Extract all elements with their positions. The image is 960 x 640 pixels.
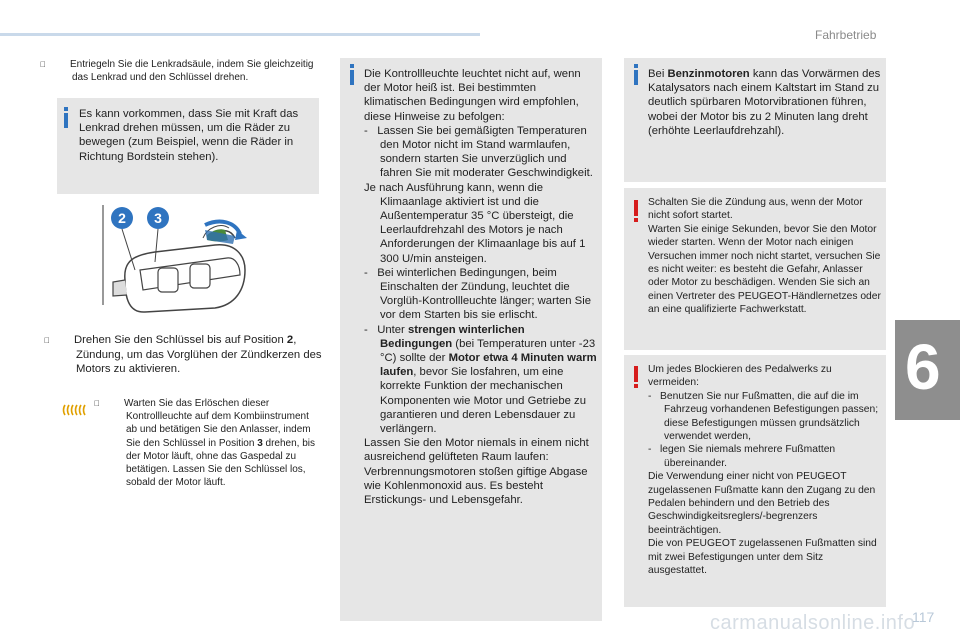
watermark: carmanualsonline.info <box>710 612 916 634</box>
warning-icon <box>634 366 638 382</box>
list-item: - Lassen Sie bei gemäßigten Temperaturen den Motor nicht im Stand warmlaufen, sondern starten Sie unverzüglich und fahren Sie mit moderater Geschwindigkeit. <box>364 124 593 180</box>
position-2-label: 2 <box>118 210 126 226</box>
warning-pedals-text <box>648 363 882 578</box>
bullet-icon <box>60 334 74 348</box>
section-title: Fahrbetrieb <box>815 28 877 42</box>
page-number: 117 <box>912 609 935 625</box>
warning-start-text: Schalten Sie die Zündung aus, wenn der Motor nicht sofort startet. Warten Sie einige Sekunden, bevor Sie den Motor wieder starten. Wenn der Motor nach einigen Versuchen immer noch nicht startet, versuchen Sie es nicht weiter: es besteht die Gefahr, Anlasser oder Motor zu beschädigen. Wenden Sie sich an einen Vertreter des PEUGEOT-Händlernetzes oder an eine qualifizierte Fachwerkstatt. <box>648 197 881 316</box>
bullet-turn-key: Drehen Sie den Schlüssel bis auf Position 2, Zündung, um das Vorglühen der Zündkerzen des Motors zu aktivieren. <box>60 333 325 377</box>
bullet-icon <box>110 397 124 410</box>
ignition-key-illustration <box>95 200 265 320</box>
glow-plug-note: Warten Sie das Erlöschen dieser Kontrollleuchte auf dem Kombiinstrument ab und betätigen Sie den Anlasser, indem Sie den Schlüssel in Position 3 drehen, bis der Motor läuft, ohne das Gaspedal zu betätigen. Lassen Sie den Schlüssel los, sobald der Motor läuft. <box>110 397 322 489</box>
list-item: - Benutzen Sie nur Fußmatten, die auf die im Fahrzeug vorhandenen Befestigungen passen; diese Befestigungen müssen grundsätzlich verwendet werden, <box>648 390 879 443</box>
list-item: - Unter strengen winterlichen Bedingungen (bei Temperaturen unter -23 °C) sollte der Motor etwa 4 Minuten warm laufen, bevor Sie losfahren, um eine korrekte Funktion der mechanischen Komponenten wie Motor und Getriebe zu garantieren und deren Lebensdauer zu verlängern. <box>364 323 597 436</box>
list-item: - Bei winterlichen Bedingungen, beim Einschalten der Zündung, leuchtet die Vorglüh-Kontrollleuchte länger; warten Sie vor dem Starten bis sie erlischt. <box>364 266 592 322</box>
cold-start-text <box>364 67 598 507</box>
info-text-steering: Es kann vorkommen, dass Sie mit Kraft das Lenkrad drehen müssen, um die Räder zu bewegen (zum Beispiel, wenn die Räder in Richtung Bordstein stehen). <box>79 108 299 163</box>
info-icon <box>64 113 68 128</box>
info-icon <box>350 70 354 85</box>
cold-start-intro: Die Kontrollleuchte leuchtet nicht auf, wenn der Motor heiß ist. Bei bestimmten klimatischen Bedingungen wird empfohlen, diese Hinweise zu befolgen: <box>364 68 581 123</box>
aircon-paragraph: Je nach Ausführung kann, wenn die Klimaanlage aktiviert ist und die Außentemperatur 35 °C übersteigt, die Leerlaufdrehzahl des Motors je nach Anforderungen der Klimaanlage bis auf 1 300 U/min ansteigen. <box>364 181 586 265</box>
pedals-intro: Um jedes Blockieren des Pedalwerks zu vermeiden: <box>648 364 832 389</box>
pedals-paragraph: Die Verwendung einer nicht von PEUGEOT zugelassenen Fußmatte kann den Zugang zu den Pedalen behindern und den Betrieb des Geschwindigkeitsreglers/-begrenzers beeinträchtigen. <box>648 471 876 536</box>
ventilation-warning: Lassen Sie den Motor niemals in einem nicht ausreichend gelüfteten Raum laufen: Verbrennungsmotoren stoßen giftige Abgase wie Kohlenmonoxid aus. Es besteht Erstickungs- und Lebensgefahr. <box>364 437 589 507</box>
list-item: - legen Sie niemals mehrere Fußmatten übereinander. <box>648 444 836 469</box>
warning-icon <box>634 200 638 216</box>
info-icon <box>634 70 638 85</box>
pedals-paragraph: Die von PEUGEOT zugelassenen Fußmatten sind mit zwei Befestigungen unter dem Sitz ausgestattet. <box>648 538 877 577</box>
header-rule <box>0 33 480 36</box>
petrol-engine-note: Bei Benzinmotoren kann das Vorwärmen des Katalysators nach einem Kaltstart im Stand zu deutlich spürbaren Motorvibrationen führen, wobei der Motor bis zu 2 Minuten lang dreht (erhöhte Leerlaufdrehzahl). <box>648 68 881 137</box>
bullet-icon <box>56 58 70 71</box>
bullet-unlock-steering: Entriegeln Sie die Lenkradsäule, indem Sie gleichzeitig das Lenkrad und den Schlüssel drehen. <box>56 58 326 84</box>
chapter-number: 6 <box>905 331 941 403</box>
position-3-label: 3 <box>154 210 162 226</box>
preheat-warning-lamp-icon <box>62 403 88 417</box>
